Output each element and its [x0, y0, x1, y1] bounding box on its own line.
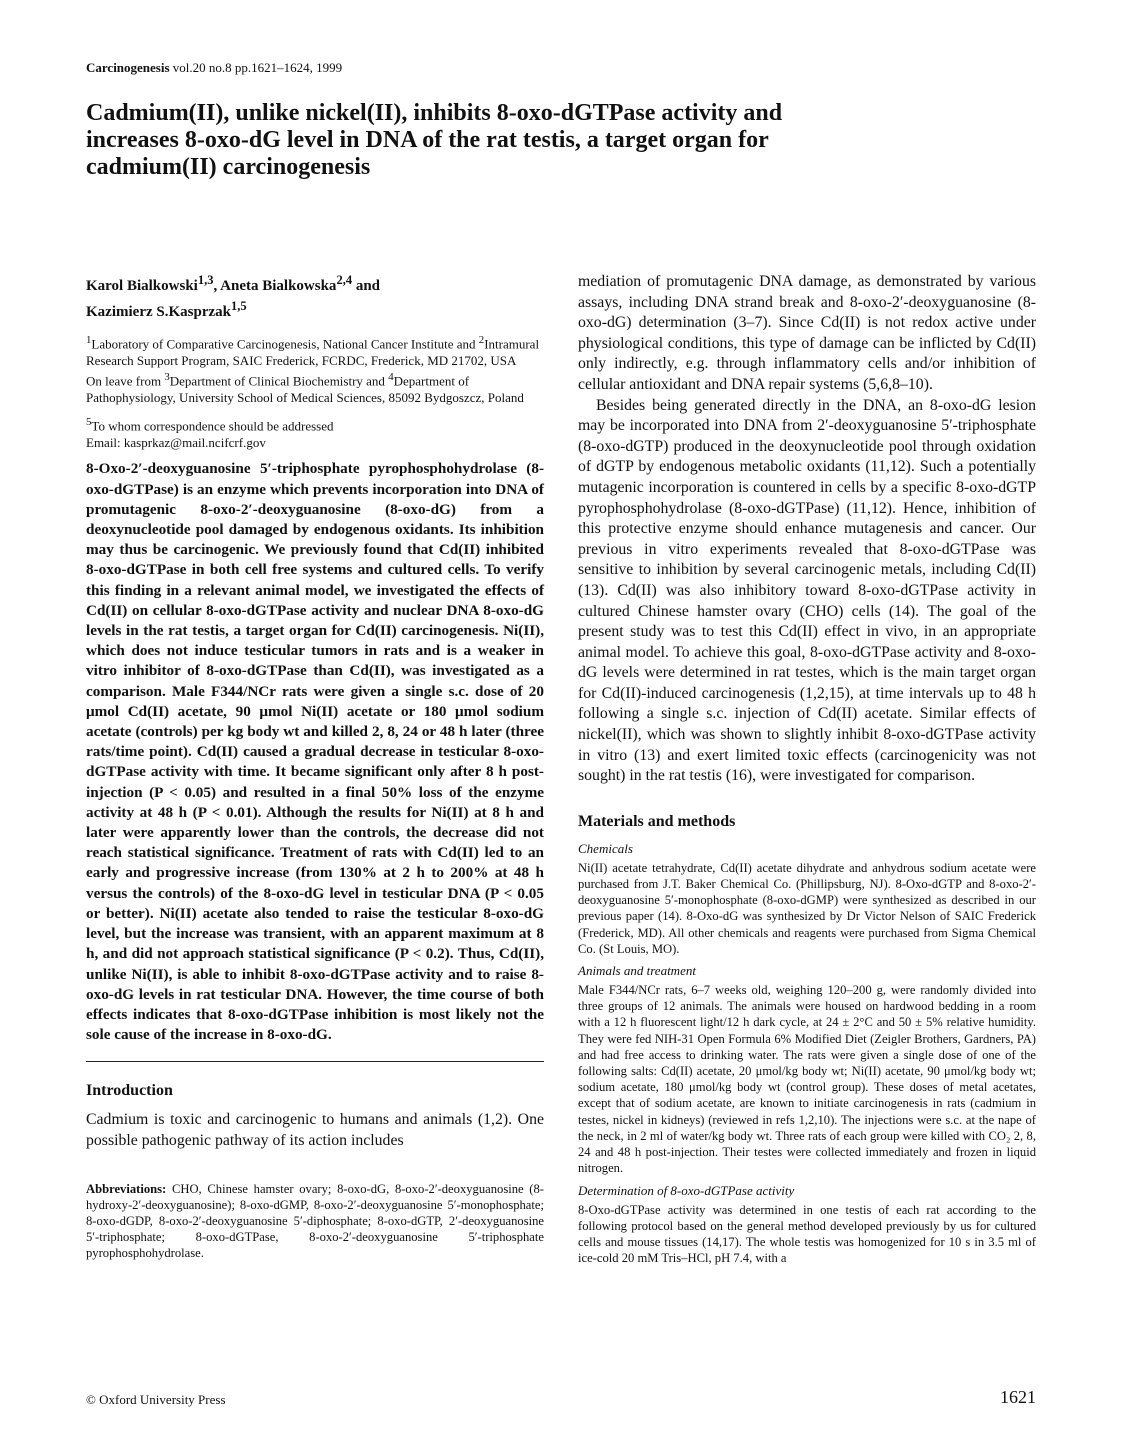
left-column — [86, 270, 544, 1261]
author-list — [86, 270, 544, 322]
methods-paragraph: Male F344/NCr rats, 6–7 weeks old, weighing 120–200 g, were randomly divided into three groups of 12 animals. The animals were housed on hardwood bedding in a room with a 12 h fluorescent light/12 h dark cycle, at 24 ± 2°C and 50 ± 5% relative humidity. They were fed NIH-31 Open Formula 6% Modified Diet (Zeigler Brothers, Gardners, PA) and had free access to drinking water. The rats were given a single dose of one of the following salts: Cd(II) acetate, 20 μmol/kg body wt; Ni(II) acetate, 90 μmol/kg body wt; sodium acetate, 180 μmol/kg body wt (control group). These doses of metal acetates, except that of sodium acetate, are known to initiate carcinogenesis in rats (cadmium in testes, nickel in kidneys) (reviewed in refs 1,2,10). The injections were s.c. at the nape of the neck, in 2 ml of water/kg body wt. Three rats of each group were killed with CO₂ 2, 8, 24 and 48 h post-injection. Their testes were collected immediately and frozen in liquid nitrogen. — [578, 983, 1036, 1176]
journal-citation — [86, 60, 342, 76]
body-paragraph: mediation of promutagenic DNA damage, as demonstrated by various assays, including DNA strand break and 8-oxo-2′-deoxyguanosine (8-oxo-dG) determination (3–7). Since Cd(II) is not redox active under physiological conditions, this type of damage can be inflicted by Cd(II) only indirectly, e.g. through inflammatory cells and/or inhibition of cellular antioxidant and DNA repair systems (5,6,8–10). — [578, 273, 1036, 393]
intro-heading: Introduction — [86, 1082, 173, 1100]
affil-mark: 4 — [388, 371, 394, 384]
paper-title: Cadmium(II), unlike nickel(II), inhibits 8-oxo-dGTPase activity and increases 8-oxo-dG level in DNA of the rat testis, a target organ for cadmium(II) carcinogenesis — [86, 100, 783, 180]
affil-mark: 2 — [478, 334, 485, 346]
affil-mark: 1 — [86, 334, 92, 346]
abbreviations — [86, 1181, 544, 1261]
abbreviations-text: CHO, Chinese hamster ovary; 8-oxo-dG, 8-oxo-2′-deoxyguanosine (8-hydroxy-2′-deoxyguanosine); 8-oxo-dGMP, 8-oxo-2′-deoxyguanosine 5′-monophosphate; 8-oxo-dGDP, 8-oxo-2′-deoxyguanosine 5′-diphosphate; 8-oxo-dGTP, 2′-deoxyguanosine 5′-triphosphate; 8-oxo-dGTPase, 8-oxo-2′-deoxyguanosine 5′-triphosphate pyrophosphohydrolase. — [86, 1182, 544, 1261]
affil-mark: 5 — [86, 416, 92, 429]
author-separator: and — [352, 278, 380, 294]
author-name: Kazimierz S.Kasprzak — [86, 304, 231, 320]
publisher-footer: © Oxford University Press — [86, 1392, 226, 1407]
author-affil-mark: 2,4 — [336, 273, 353, 287]
author-affil-mark: 1,3 — [197, 273, 214, 287]
affil-text: Intramural Research Support Program, SAIC Frederick, FCRDC, Frederick, MD 21702, USA — [86, 336, 540, 368]
subsection-heading: Chemicals — [578, 840, 633, 856]
subsection-heading: Determination of 8-oxo-dGTPase activity — [578, 1182, 795, 1198]
correspondence — [86, 414, 544, 451]
abbreviations-label: Abbreviations: — [86, 1182, 167, 1197]
affil-text: Laboratory of Comparative Carcinogenesis, National Cancer Institute and — [91, 336, 479, 352]
section-divider — [86, 1061, 544, 1062]
methods-paragraph: Ni(II) acetate tetrahydrate, Cd(II) acetate dihydrate and anhydrous sodium acetate were purchased from J.T. Baker Chemical Co. (Phillipsburg, NJ). 8-Oxo-dGTP and 8-oxo-2′-deoxyguanosine 5′-monophosphate (8-oxo-dGMP) were synthesized as described in our previous paper (14). 8-Oxo-dG was synthesized by Dr Victor Nelson of SAIC Frederick (Frederick, MD). All other chemicals and reagents were purchased from Sigma Chemical Co. (St Louis, MO). — [578, 860, 1036, 956]
correspondence-text: To whom correspondence should be addressed — [91, 418, 334, 434]
methods-heading: Materials and methods — [578, 812, 736, 830]
author-name: Aneta Bialkowska — [220, 278, 337, 294]
subsection-heading: Animals and treatment — [578, 963, 696, 979]
author-name: Karol Bialkowski — [86, 278, 198, 294]
correspondence-email: Email: kasprkaz@mail.ncifcrf.gov — [86, 435, 266, 451]
author-affil-mark: 1,5 — [230, 299, 247, 313]
affil-text: Department of Pathophysiology, University School of Medical Sciences, 85092 Bydgoszcz, Poland — [86, 373, 524, 405]
affil-text: Department of Clinical Biochemistry and — [169, 373, 389, 389]
intro-text: Cadmium is toxic and carcinogenic to humans and animals (1,2). One possible pathogenic pathway of its action includes — [86, 1111, 544, 1149]
affil-mark: 3 — [164, 371, 170, 384]
body-paragraph: Besides being generated directly in the DNA, an 8-oxo-dG lesion may be incorporated into DNA from 2′-deoxyguanosine 5′-triphosphate (8-oxo-dGTP) produced in the deoxynucleotide pool through oxidation of dGTP by endogenous metabolic oxidants (11,12). Such a potentially mutagenic incorporation is countered in cells by a specific 8-oxo-dGTP pyrophosphohydrolase (8-oxo-dGTPase) (11,12). Hence, inhibition of this protective enzyme should enhance mutagenesis and cancer. Our previous in vitro experiments revealed that 8-oxo-dGTPase was sensitive to inhibition by several carcinogenic metals, including Cd(II) (13). Cd(II) was also inhibitory toward 8-oxo-dGTPase activity in cultured Chinese hamster ovary (CHO) cells (14). The goal of the present study was to test this Cd(II) effect in vivo, in an appropriate animal model. To achieve this goal, 8-oxo-dGTPase activity and 8-oxo-dG levels were determined in rat testes, which is the main target organ for Cd(II)-induced carcinogenesis (1,2,15), at time intervals up to 48 h following a single s.c. injection of Cd(II) acetate. Similar effects of nickel(II), which was shown to slightly inhibit 8-oxo-dGTPase activity in vitro (13) and exert limited toxic effects (carcinogenicity was not sought) in the rat testis (16), were investigated for comparison. — [578, 396, 1036, 785]
affiliations — [86, 332, 544, 406]
journal-name: Carcinogenesis — [86, 60, 170, 75]
journal-volume: vol.20 no.8 pp.1621–1624, 1999 — [172, 60, 343, 75]
author-separator: , — [213, 278, 221, 294]
abstract: 8-Oxo-2′-deoxyguanosine 5′-triphosphate pyrophosphohydrolase (8-oxo-dGTPase) is an enzyme which prevents incorporation into DNA of promutagenic 8-oxo-2′-deoxyguanosine (8-oxo-dG) from a deoxynucleotide pool damaged by endogenous oxidants. Its inhibition may thus be carcinogenic. We previously found that Cd(II) inhibited 8-oxo-dGTPase in both cell free systems and cultured cells. To verify this finding in a relevant animal model, we investigated the effects of Cd(II) on cellular 8-oxo-dGTPase activity and nuclear DNA 8-oxo-dG levels in the rat testis, a target organ for Cd(II) carcinogenesis. Ni(II), which does not induce testicular tumors in rats and is a weaker in vitro inhibitor of 8-oxo-dGTPase than Cd(II), was investigated as a comparison. Male F344/NCr rats were given a single s.c. dose of 20 μmol Cd(II) acetate, 90 μmol Ni(II) acetate or 180 μmol sodium acetate (controls) per kg body wt and killed 2, 8, 24 or 48 h later (three rats/time point). Cd(II) caused a gradual decrease in testicular 8-oxo-dGTPase activity with time. It became significant only after 8 h post-injection (P < 0.05) and resulted in a final 50% loss of the enzyme activity at 48 h (P < 0.01). Although the results for Ni(II) at 8 h and later were apparently lower than the controls, the decrease did not reach statistical significance. Treatment of rats with Cd(II) led to an early and progressive increase (from 130% at 2 h to 200% at 48 h versus the controls) of the 8-oxo-dG level in testicular DNA (P < 0.05 or better). Ni(II) acetate also tended to raise the testicular 8-oxo-dG level, but the increase was transient, with an apparent maximum at 8 h, and did not approach statistical significance (P < 0.2). Thus, Cd(II), unlike Ni(II), is able to inhibit 8-oxo-dGTPase activity and to raise 8-oxo-dG levels in rat testicular DNA. However, the time course of both effects indicates that 8-oxo-dGTPase inhibition is most likely not the sole cause of the increase in 8-oxo-dG. — [86, 460, 544, 1044]
affil-text: On leave from — [86, 373, 165, 389]
right-column — [578, 272, 1036, 1266]
methods-paragraph: 8-Oxo-dGTPase activity was determined in one testis of each rat according to the following protocol based on the general method developed previously by us for cultured cells and mouse tissues (14,17). The whole testis was homogenized for 10 s in 3.5 ml of ice-cold 20 mM Tris–HCl, pH 7.4, with a — [578, 1202, 1036, 1266]
page-number: 1621 — [1000, 1387, 1036, 1407]
